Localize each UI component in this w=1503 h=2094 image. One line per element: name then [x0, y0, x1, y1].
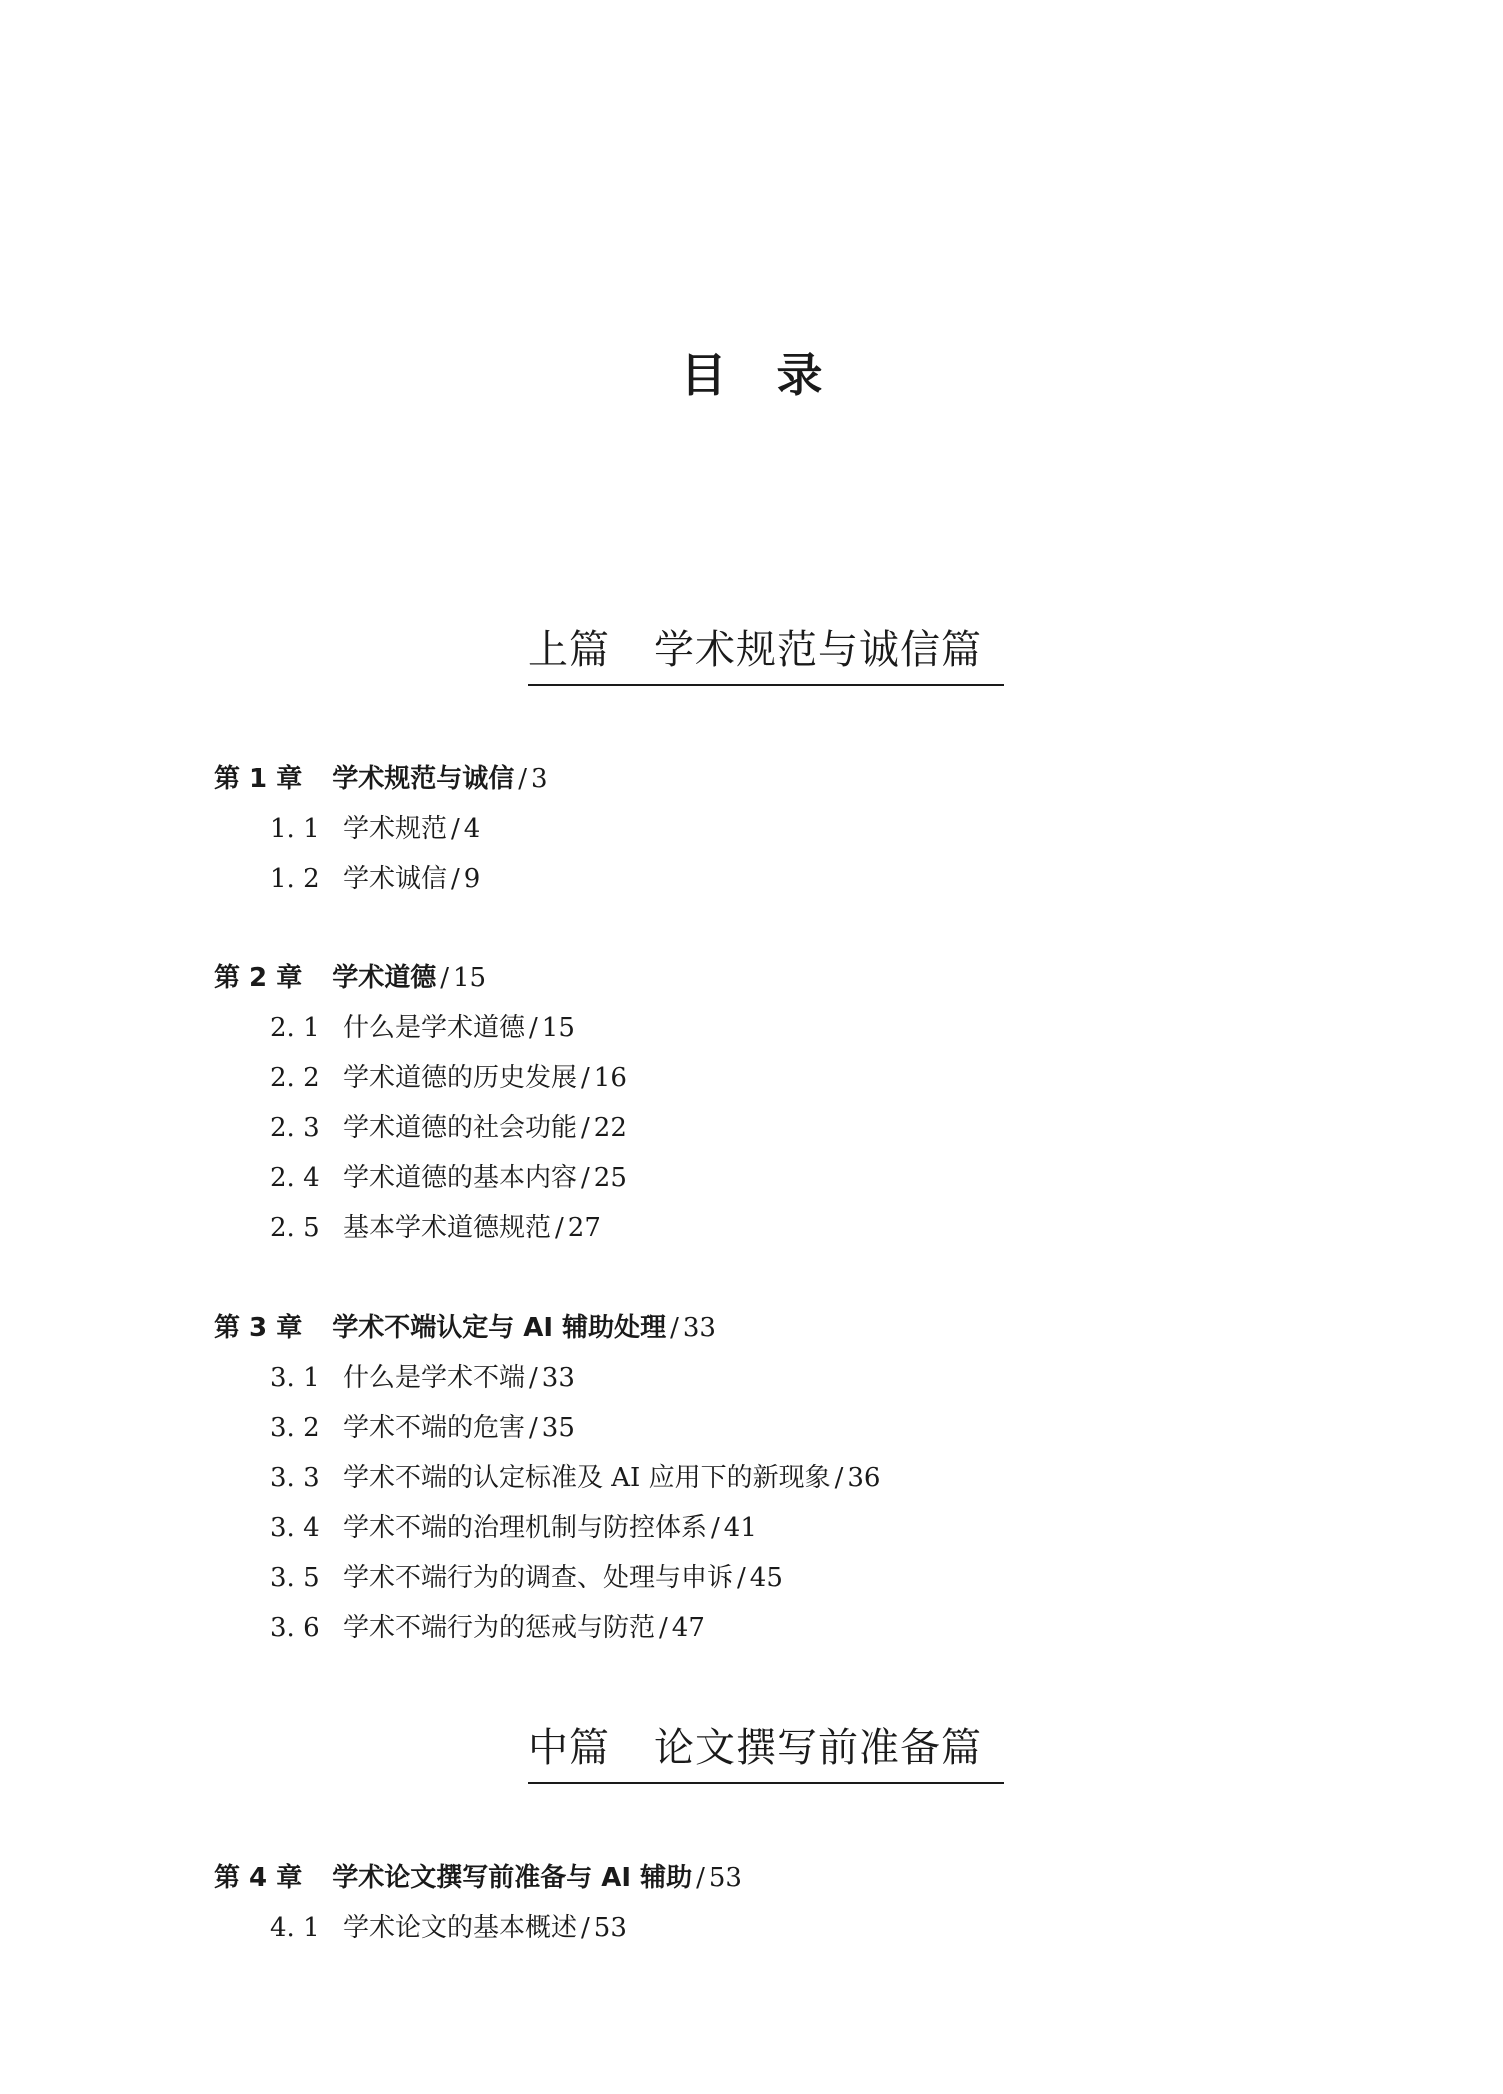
separator: / [670, 1313, 679, 1343]
part-title-1 [528, 622, 1004, 686]
separator: / [696, 1863, 705, 1893]
section-number: 2. 4 [270, 1163, 320, 1193]
toc-section-1-2[interactable] [270, 862, 480, 896]
separator: / [529, 1013, 538, 1043]
toc-section-2-3[interactable] [270, 1111, 627, 1145]
toc-chapter-3[interactable] [214, 1311, 716, 1345]
toc-section-3-6[interactable] [270, 1611, 705, 1645]
separator: / [451, 814, 460, 844]
section-number: 2. 1 [270, 1013, 320, 1043]
separator: / [529, 1363, 538, 1393]
separator: / [440, 963, 449, 993]
chapter-number: 第 1 章 [214, 764, 303, 794]
page-number: 15 [452, 963, 487, 993]
section-number: 3. 1 [270, 1363, 320, 1393]
toc-section-4-1[interactable] [270, 1911, 627, 1945]
section-title: 什么是学术道德 [343, 1013, 526, 1043]
part-name: 论文撰写前准备篇 [654, 1725, 982, 1771]
part-name: 学术规范与诚信篇 [654, 627, 982, 673]
section-title: 学术诚信 [343, 864, 448, 894]
separator: / [451, 864, 460, 894]
separator: / [711, 1513, 720, 1543]
toc-chapter-2[interactable] [214, 961, 486, 995]
page-number: 53 [708, 1863, 742, 1893]
page-number: 41 [723, 1513, 757, 1543]
separator: / [581, 1163, 590, 1193]
page-title: 目录 [680, 348, 873, 402]
page-number: 22 [593, 1113, 627, 1143]
separator: / [518, 764, 527, 794]
section-number: 3. 6 [270, 1613, 320, 1643]
section-number: 2. 3 [270, 1113, 320, 1143]
section-title: 学术道德的社会功能 [343, 1113, 578, 1143]
chapter-title: 学术规范与诚信 [332, 764, 515, 794]
separator: / [659, 1613, 668, 1643]
page-number: 15 [541, 1013, 575, 1043]
section-number: 4. 1 [270, 1913, 320, 1943]
section-title: 学术不端的治理机制与防控体系 [343, 1513, 708, 1543]
page-number: 16 [593, 1063, 627, 1093]
section-number: 3. 2 [270, 1413, 320, 1443]
section-number: 3. 3 [270, 1463, 320, 1493]
section-title: 什么是学术不端 [343, 1363, 526, 1393]
chapter-title: 学术道德 [332, 963, 437, 993]
toc-section-2-4[interactable] [270, 1161, 627, 1195]
toc-section-3-1[interactable] [270, 1361, 575, 1395]
page-number: 9 [463, 864, 481, 894]
toc-section-3-3[interactable] [270, 1461, 880, 1495]
section-title: 学术不端行为的惩戒与防范 [343, 1613, 656, 1643]
page-number: 33 [682, 1313, 716, 1343]
toc-section-3-4[interactable] [270, 1511, 757, 1545]
toc-section-2-5[interactable] [270, 1211, 601, 1245]
section-title: 学术不端的危害 [343, 1413, 526, 1443]
section-title: 学术道德的历史发展 [343, 1063, 578, 1093]
separator: / [581, 1913, 590, 1943]
chapter-number: 第 3 章 [214, 1313, 303, 1343]
section-number: 3. 4 [270, 1513, 320, 1543]
toc-chapter-1[interactable] [214, 762, 548, 796]
part-title-2 [528, 1720, 1004, 1784]
chapter-title: 学术不端认定与 AI 辅助处理 [332, 1313, 667, 1343]
part-label: 上篇 [528, 627, 610, 673]
chapter-title: 学术论文撰写前准备与 AI 辅助 [332, 1863, 693, 1893]
page-number: 25 [593, 1163, 627, 1193]
section-number: 1. 2 [270, 864, 320, 894]
toc-section-2-1[interactable] [270, 1011, 575, 1045]
toc-section-2-2[interactable] [270, 1061, 627, 1095]
separator: / [834, 1463, 844, 1493]
section-title: 学术规范 [343, 814, 448, 844]
separator: / [581, 1063, 590, 1093]
part-label: 中篇 [528, 1725, 610, 1771]
section-title: 基本学术道德规范 [343, 1213, 552, 1243]
toc-section-1-1[interactable] [270, 812, 480, 846]
section-title: 学术道德的基本内容 [343, 1163, 578, 1193]
page-number: 33 [541, 1363, 575, 1393]
toc-section-3-2[interactable] [270, 1411, 575, 1445]
section-title: 学术不端的认定标准及 AI 应用下的新现象 [343, 1463, 831, 1493]
page-number: 35 [541, 1413, 575, 1443]
section-number: 2. 2 [270, 1063, 320, 1093]
separator: / [737, 1563, 746, 1593]
toc-chapter-4[interactable] [214, 1861, 742, 1895]
separator: / [555, 1213, 564, 1243]
chapter-number: 第 4 章 [214, 1863, 303, 1893]
section-title: 学术论文的基本概述 [343, 1913, 578, 1943]
page-number: 45 [749, 1563, 783, 1593]
section-number: 3. 5 [270, 1563, 320, 1593]
separator: / [581, 1113, 590, 1143]
separator: / [529, 1413, 538, 1443]
chapter-number: 第 2 章 [214, 963, 303, 993]
toc-section-3-5[interactable] [270, 1561, 783, 1595]
section-title: 学术不端行为的调查、处理与申诉 [343, 1563, 734, 1593]
section-number: 2. 5 [270, 1213, 320, 1243]
page-number: 47 [671, 1613, 705, 1643]
page-number: 53 [593, 1913, 627, 1943]
page-number: 36 [847, 1463, 881, 1493]
page-number: 3 [530, 764, 548, 794]
section-number: 1. 1 [270, 814, 320, 844]
page-number: 27 [567, 1213, 601, 1243]
page-number: 4 [463, 814, 481, 844]
